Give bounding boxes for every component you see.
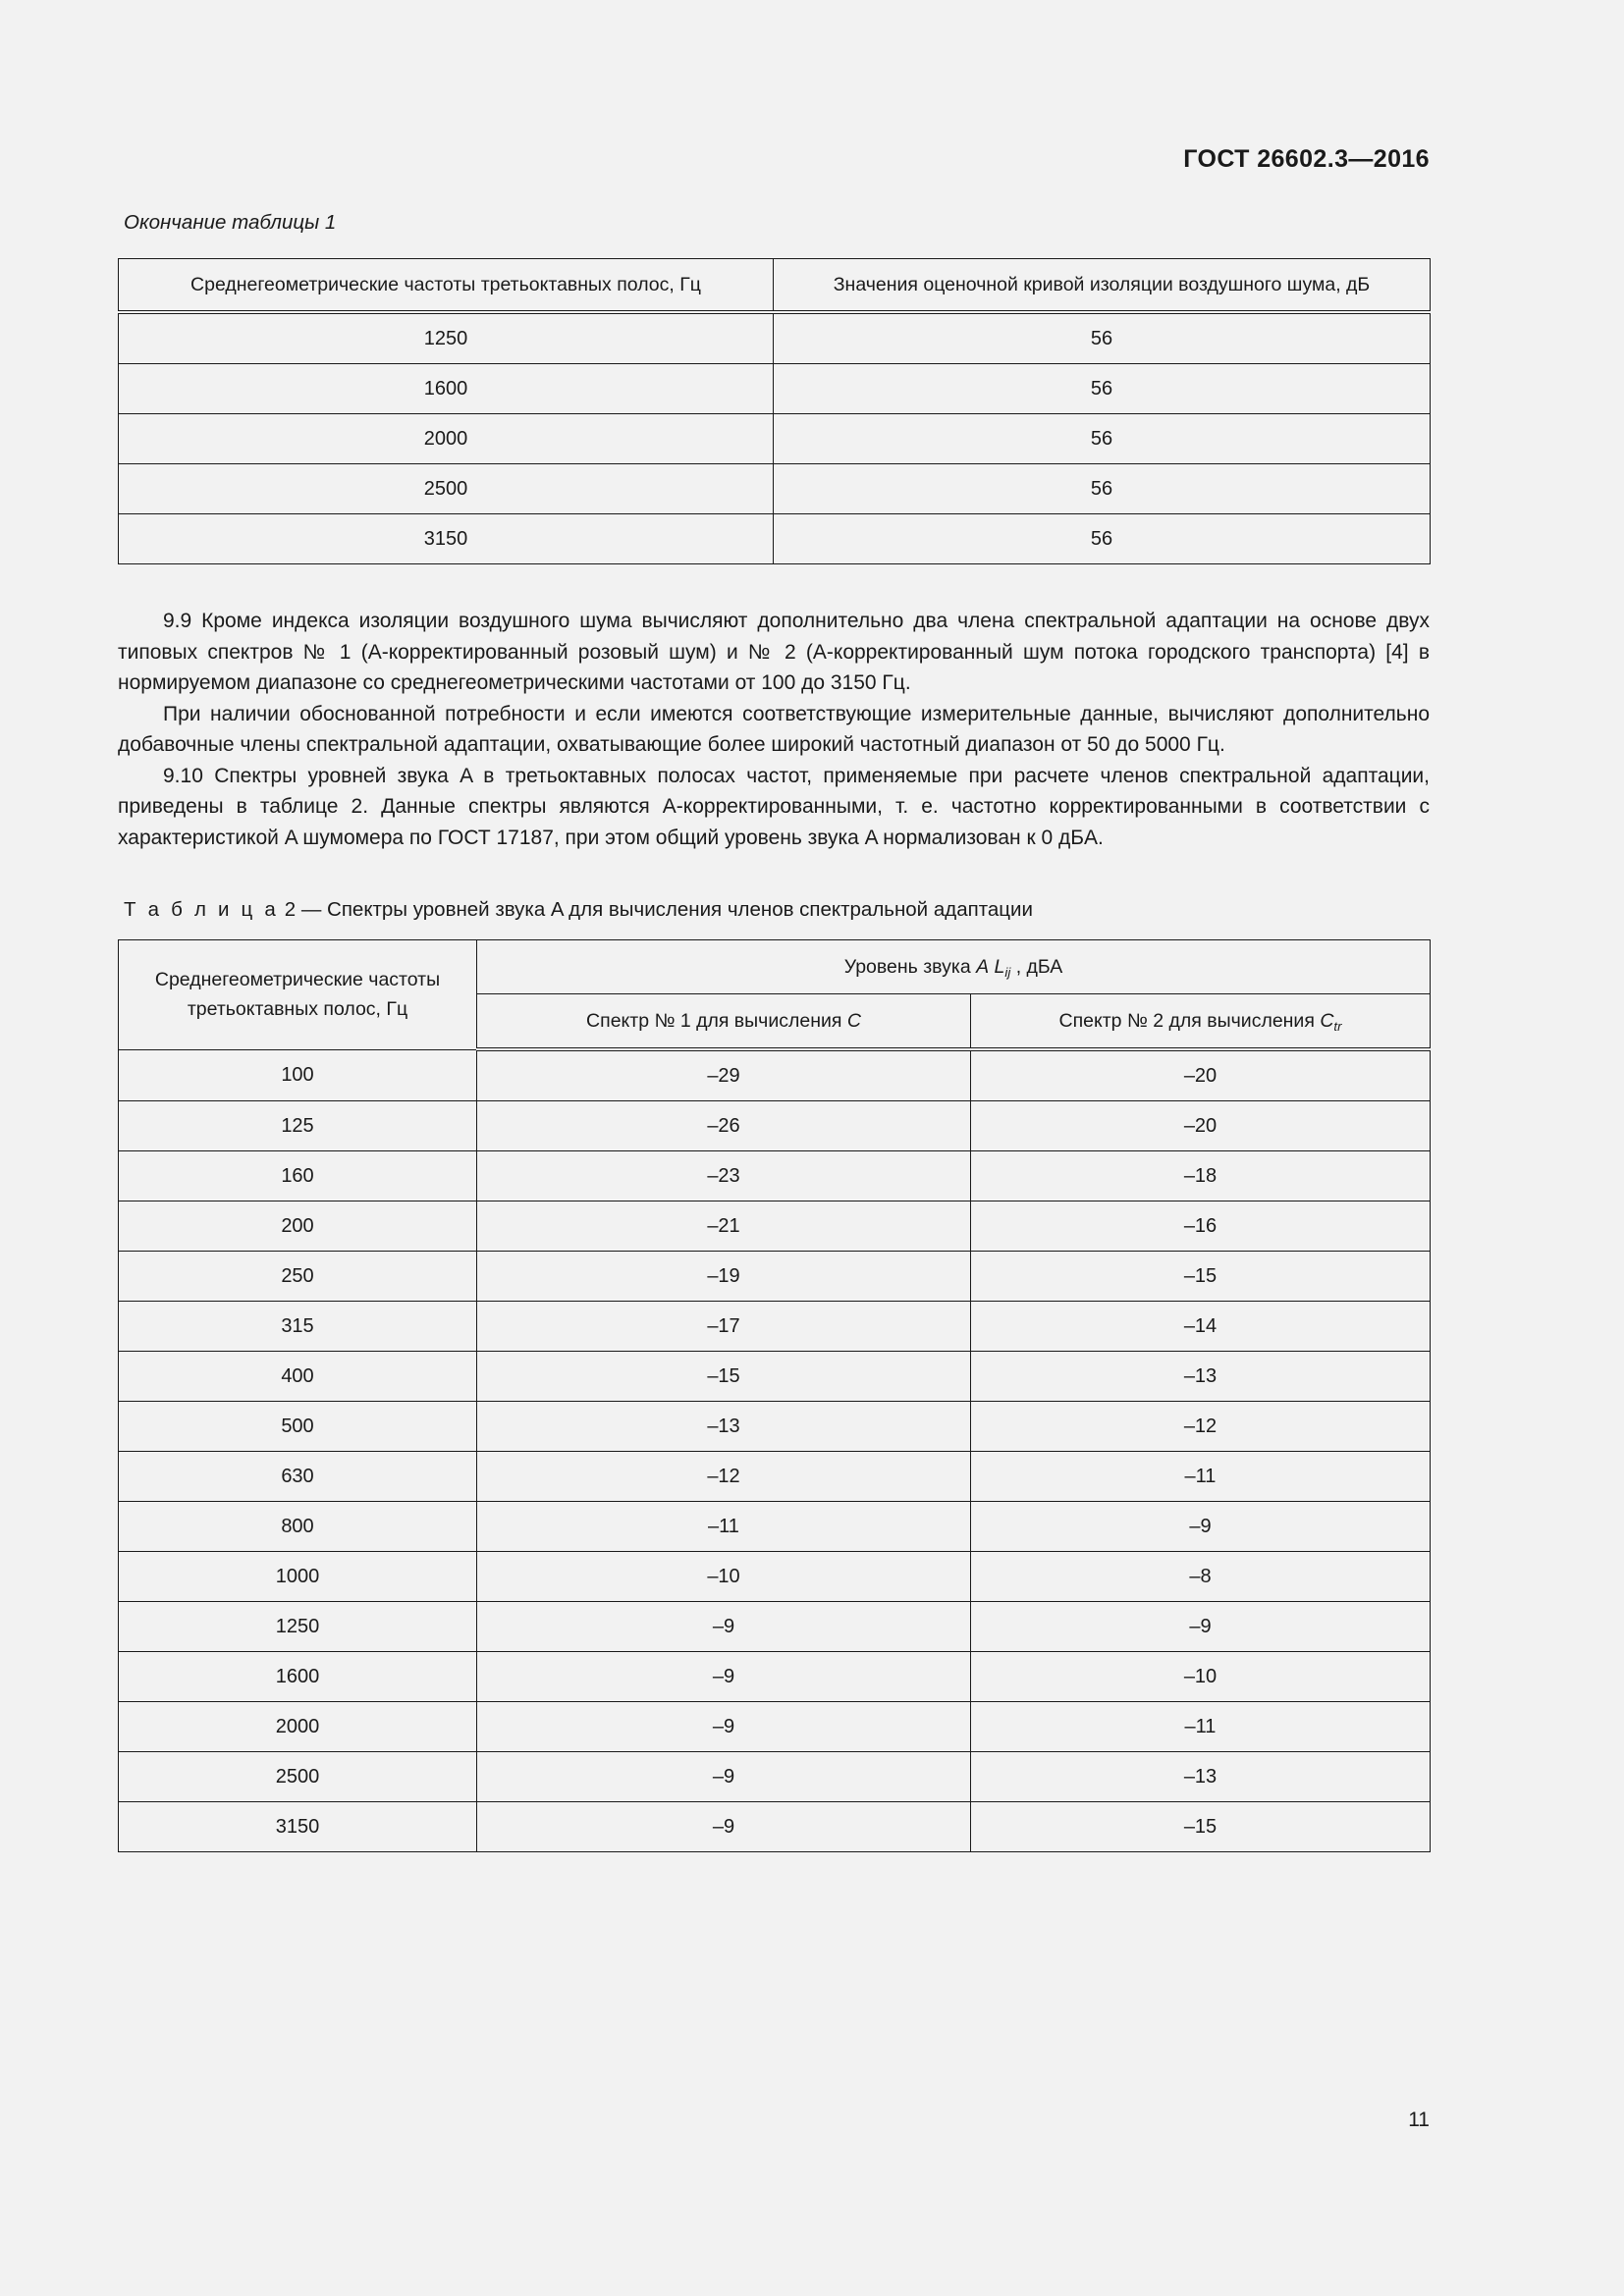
table-2-col-frequency <box>119 940 477 1050</box>
table-1 <box>118 258 1431 564</box>
cell-spectrum-1: –9 <box>477 1802 971 1852</box>
clause-9-10-paragraph: 9.10 Спектры уровней звука A в третьоктавных полосах частот, применяемые при расчете членов спектральной адаптации, приведены в таблице 2. Данные спектры являются A-корректированными, т. е. частотно корректированными в соответствии с характеристикой A шумомера по ГОСТ 17187, при этом общий уровень звука A нормализован к 0 дБA. <box>118 764 1430 849</box>
cell-frequency: 1000 <box>119 1552 477 1602</box>
table-row <box>119 312 1431 364</box>
cell-spectrum-1: –21 <box>477 1201 971 1252</box>
cell-spectrum-1: –11 <box>477 1502 971 1552</box>
cell-value: 56 <box>774 464 1431 514</box>
table-row <box>119 1552 1431 1602</box>
table-2-col-frequency-line1: Среднегеометрические частоты <box>154 969 441 991</box>
cell-value: 56 <box>774 514 1431 564</box>
cell-spectrum-2: –18 <box>971 1151 1431 1201</box>
spectrum-2-symbol: C <box>1320 1009 1334 1032</box>
level-symbol-a: A <box>976 955 990 978</box>
cell-frequency: 1250 <box>119 1602 477 1652</box>
cell-frequency: 200 <box>119 1201 477 1252</box>
cell-spectrum-2: –9 <box>971 1602 1431 1652</box>
cell-spectrum-2: –13 <box>971 1352 1431 1402</box>
table-1-col-value: Значения оценочной кривой изоляции воздушного шума, дБ <box>774 259 1431 313</box>
table-row <box>119 414 1431 464</box>
table-2-header-row-1 <box>119 940 1431 994</box>
cell-frequency: 315 <box>119 1302 477 1352</box>
cell-frequency: 500 <box>119 1402 477 1452</box>
cell-frequency: 400 <box>119 1352 477 1402</box>
cell-spectrum-2: –14 <box>971 1302 1431 1352</box>
cell-spectrum-2: –20 <box>971 1049 1431 1101</box>
cell-spectrum-1: –10 <box>477 1552 971 1602</box>
table-row <box>119 1252 1431 1302</box>
table-row <box>119 464 1431 514</box>
table-2-caption-number: 2 <box>284 898 297 921</box>
clause-9-9-paragraph: 9.9 Кроме индекса изоляции воздушного шума вычисляют дополнительно два члена спектральной адаптации на основе двух типовых спектров № 1 (A-корректированный розовый шум) и № 2 (A-корректированный шум потока городского транспорта) [4] в нормируемом диапазоне со среднегеометрическими частотами от 100 до 3150 Гц. <box>118 610 1430 694</box>
table-row <box>119 1101 1431 1151</box>
cell-spectrum-1: –9 <box>477 1702 971 1752</box>
page-content <box>118 211 1430 1852</box>
level-symbol-l: L <box>994 955 1005 978</box>
cell-spectrum-2: –8 <box>971 1552 1431 1602</box>
spectrum-1-symbol: C <box>846 1009 861 1032</box>
cell-spectrum-1: –9 <box>477 1752 971 1802</box>
level-suffix: , дБА <box>1010 955 1063 978</box>
table-row <box>119 1049 1431 1101</box>
cell-frequency: 3150 <box>119 514 774 564</box>
cell-spectrum-2: –20 <box>971 1101 1431 1151</box>
table-row <box>119 1602 1431 1652</box>
cell-spectrum-1: –29 <box>477 1049 971 1101</box>
cell-spectrum-2: –10 <box>971 1652 1431 1702</box>
table-row <box>119 1402 1431 1452</box>
table-2-col-frequency-line2: третьоктавных полос, Гц <box>187 998 408 1021</box>
table-row <box>119 1752 1431 1802</box>
table-2-col-spectrum-2 <box>971 994 1431 1050</box>
cell-frequency: 160 <box>119 1151 477 1201</box>
cell-spectrum-1: –9 <box>477 1652 971 1702</box>
standard-number-header: ГОСТ 26602.3—2016 <box>1183 145 1430 173</box>
cell-frequency: 2500 <box>119 464 774 514</box>
level-subscript: ij <box>1004 964 1011 980</box>
cell-spectrum-1: –15 <box>477 1352 971 1402</box>
table-row <box>119 1452 1431 1502</box>
cell-spectrum-1: –9 <box>477 1602 971 1652</box>
cell-value: 56 <box>774 414 1431 464</box>
cell-spectrum-2: –11 <box>971 1452 1431 1502</box>
table-2-col-level <box>477 940 1431 994</box>
cell-frequency: 1250 <box>119 312 774 364</box>
page-number: 11 <box>1408 2109 1430 2131</box>
table-row <box>119 1151 1431 1201</box>
table-row <box>119 1302 1431 1352</box>
table-2-col-spectrum-1 <box>477 994 971 1050</box>
cell-spectrum-1: –23 <box>477 1151 971 1201</box>
table-row <box>119 1652 1431 1702</box>
cell-spectrum-2: –11 <box>971 1702 1431 1752</box>
cell-frequency: 800 <box>119 1502 477 1552</box>
table-row <box>119 514 1431 564</box>
table-2-body <box>119 1049 1431 1852</box>
spectrum-2-subscript: tr <box>1333 1018 1342 1034</box>
cell-frequency: 250 <box>119 1252 477 1302</box>
body-text-block <box>118 606 1430 853</box>
cell-value: 56 <box>774 364 1431 414</box>
table-1-caption: Окончание таблицы 1 <box>124 211 337 234</box>
cell-frequency: 2000 <box>119 1702 477 1752</box>
table-2-caption-dash: — <box>300 898 322 921</box>
table-row <box>119 1702 1431 1752</box>
cell-frequency: 100 <box>119 1049 477 1101</box>
table-1-header-row <box>119 259 1431 313</box>
cell-spectrum-1: –17 <box>477 1302 971 1352</box>
table-2-caption <box>124 898 1430 922</box>
table-1-col-frequency: Среднегеометрические частоты третьоктавных полос, Гц <box>119 259 774 313</box>
table-row <box>119 364 1431 414</box>
cell-spectrum-2: –13 <box>971 1752 1431 1802</box>
cell-frequency: 2000 <box>119 414 774 464</box>
table-row <box>119 1802 1431 1852</box>
table-row <box>119 1352 1431 1402</box>
level-prefix: Уровень звука <box>843 955 977 978</box>
table-row <box>119 1502 1431 1552</box>
cell-frequency: 125 <box>119 1101 477 1151</box>
cell-spectrum-1: –19 <box>477 1252 971 1302</box>
cell-spectrum-2: –9 <box>971 1502 1431 1552</box>
cell-value: 56 <box>774 312 1431 364</box>
cell-frequency: 3150 <box>119 1802 477 1852</box>
cell-spectrum-2: –12 <box>971 1402 1431 1452</box>
cell-frequency: 2500 <box>119 1752 477 1802</box>
cell-spectrum-1: –12 <box>477 1452 971 1502</box>
additional-terms-paragraph: При наличии обоснованной потребности и если имеются соответствующие измерительные данные, вычисляют дополнительно добавочные члены спектральной адаптации, охватывающие более широкий частотный диапазон от 50 до 5000 Гц. <box>118 702 1430 756</box>
cell-frequency: 1600 <box>119 1652 477 1702</box>
spectrum-2-prefix: Спектр № 2 для вычисления <box>1058 1009 1321 1032</box>
table-2 <box>118 939 1431 1852</box>
cell-frequency: 630 <box>119 1452 477 1502</box>
table-2-caption-text: Спектры уровней звука A для вычисления членов спектральной адаптации <box>327 898 1033 921</box>
cell-spectrum-2: –15 <box>971 1802 1431 1852</box>
cell-spectrum-1: –13 <box>477 1402 971 1452</box>
cell-spectrum-1: –26 <box>477 1101 971 1151</box>
cell-spectrum-2: –16 <box>971 1201 1431 1252</box>
spectrum-1-prefix: Спектр № 1 для вычисления <box>586 1009 847 1032</box>
table-2-spacer <box>118 853 1430 898</box>
cell-frequency: 1600 <box>119 364 774 414</box>
table-1-body <box>119 312 1431 564</box>
cell-spectrum-2: –15 <box>971 1252 1431 1302</box>
table-2-caption-label: Т а б л и ц а <box>124 898 279 921</box>
table-row <box>119 1201 1431 1252</box>
